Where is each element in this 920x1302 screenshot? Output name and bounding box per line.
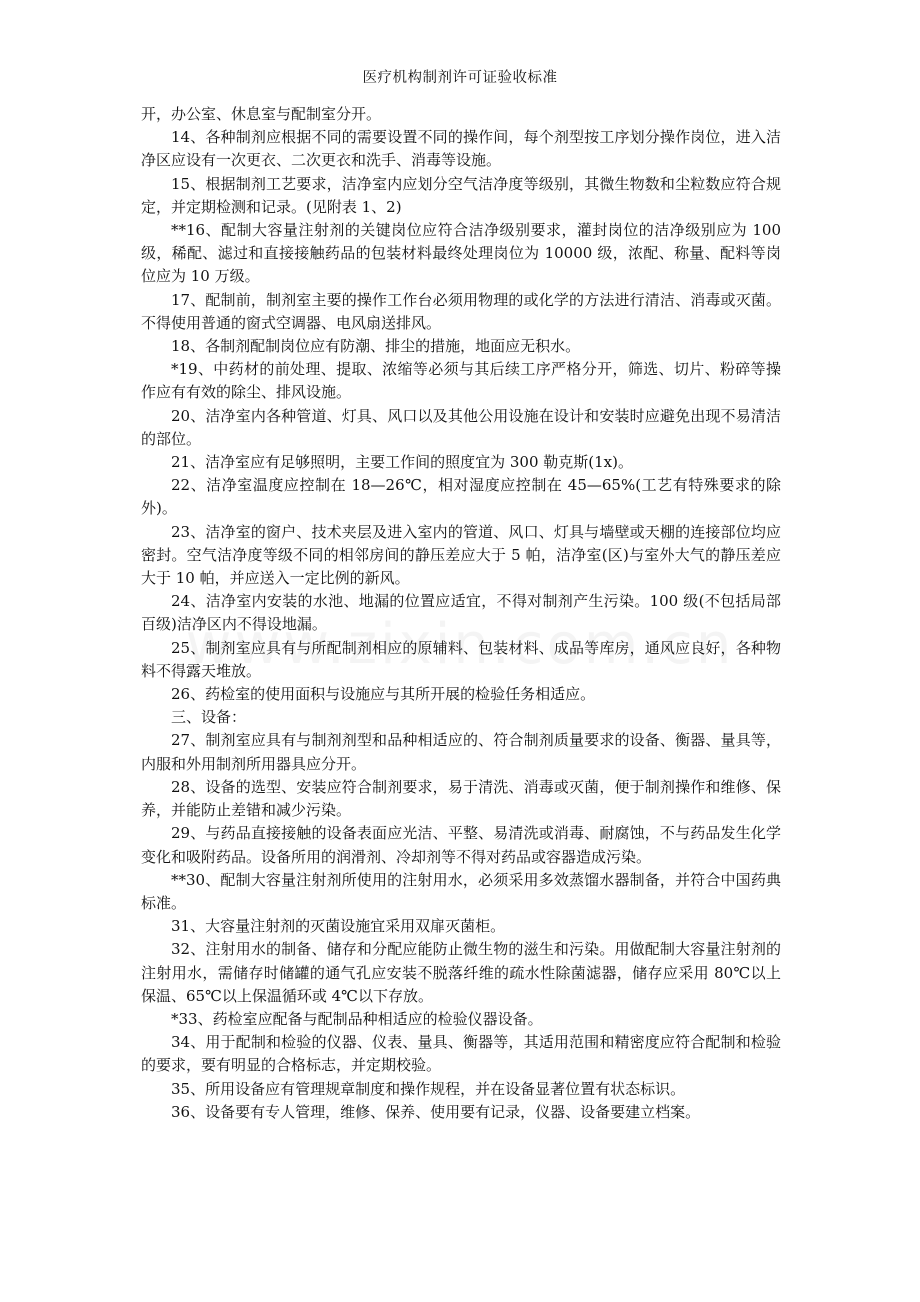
- paragraph-item-16: **16、配制大容量注射剂的关键岗位应符合洁净级别要求，灌封岗位的洁净级别应为 100 级，稀配、滤过和直接接触药品的包装材料最终处理岗位为 10000 级，浓配、称量、配料等岗位应为 10 万级。: [141, 221, 781, 286]
- paragraph-item-18: 18、各制剂配制岗位应有防潮、排尘的措施，地面应无积水。: [171, 337, 581, 356]
- paragraph-item-24: 24、洁净室内安装的水池、地漏的位置应适宜，不得对制剂产生污染。100 级(不包括局部百级)洁净区内不得设地漏。: [141, 592, 781, 634]
- paragraph-item-19: *19、中药材的前处理、提取、浓缩等必须与其后续工序严格分开，筛选、切片、粉碎等操作应有有效的除尘、排风设施。: [141, 360, 781, 402]
- paragraph-item-14: 14、各种制剂应根据不同的需要设置不同的操作间，每个剂型按工序划分操作岗位，进入洁净区应设有一次更衣、二次更衣和洗手、消毒等设施。: [141, 128, 781, 170]
- paragraph-item-29: 29、与药品直接接触的设备表面应光洁、平整、易清洗或消毒、耐腐蚀，不与药品发生化学变化和吸附药品。设备所用的润滑剂、冷却剂等不得对药品或容器造成污染。: [141, 824, 781, 866]
- paragraph-item-30: **30、配制大容量注射剂所使用的注射用水，必须采用多效蒸馏水器制备，并符合中国药典标准。: [141, 870, 781, 912]
- section-heading-equipment: 三、设备：: [171, 708, 247, 727]
- paragraph-item-22: 22、洁净室温度应控制在 18—26℃，相对湿度应控制在 45—65%(工艺有特殊要求的除外)。: [141, 476, 781, 518]
- paragraph-item-27: 27、制剂室应具有与制剂剂型和品种相适应的、符合制剂质量要求的设备、衡器、量具等，内服和外用制剂所用器具应分开。: [141, 731, 781, 773]
- paragraph-item-23: 23、洁净室的窗户、技术夹层及进入室内的管道、风口、灯具与墙壁或天棚的连接部位均应密封。空气洁净度等级不同的相邻房间的静压差应大于 5 帕，洁净室(区)与室外大气的静压差应大于 10 帕，并应送入一定比例的新风。: [141, 522, 781, 588]
- paragraph-continuation: 开，办公室、休息室与配制室分开。: [141, 105, 382, 123]
- paragraph-item-17: 17、配制前，制剂室主要的操作工作台必须用物理的或化学的方法进行清洁、消毒或灭菌。不得使用普通的窗式空调器、电风扇送排风。: [141, 290, 781, 332]
- paragraph-item-28: 28、设备的选型、安装应符合制剂要求，易于清洗、消毒或灭菌，便于制剂操作和维修、保养，并能防止差错和减少污染。: [141, 777, 781, 820]
- paragraph-item-25: 25、制剂室应具有与所配制剂相应的原辅料、包装材料、成品等库房，通风应良好，各种物料不得露天堆放。: [141, 638, 781, 680]
- paragraph-item-20: 20、洁净室内各种管道、灯具、风口以及其他公用设施在设计和安装时应避免出现不易清洁的部位。: [141, 406, 781, 448]
- paragraph-item-36: 36、设备要有专人管理，维修、保养、使用要有记录，仪器、设备要建立档案。: [171, 1102, 701, 1121]
- paragraph-item-32: 32、注射用水的制备、储存和分配应能防止微生物的滋生和污染。用做配制大容量注射剂的注射用水，需储存时储罐的通气孔应安装不脱落纤维的疏水性除菌滤器，储存应采用 80℃以上保温、65℃以上保温循环或 4℃以下存放。: [141, 940, 781, 1005]
- paragraph-item-35: 35、所用设备应有管理规章制度和操作规程，并在设备显著位置有状态标识。: [171, 1079, 686, 1098]
- page-title: 医疗机构制剂许可证验收标准: [362, 70, 558, 86]
- paragraph-item-26: 26、药检室的使用面积与设施应与其所开展的检验任务相适应。: [171, 685, 596, 704]
- paragraph-item-33: *33、药检室应配备与配制品种相适应的检验仪器设备。: [171, 1009, 543, 1028]
- paragraph-item-15: 15、根据制剂工艺要求，洁净室内应划分空气洁净度等级别，其微生物数和尘粒数应符合规定，并定期检测和记录。(见附表 1、2): [141, 174, 781, 216]
- document-body: [141, 103, 781, 1124]
- paragraph-item-21: 21、洁净室应有足够照明，主要工作间的照度宜为 300 勒克斯(1x)。: [171, 453, 633, 472]
- paragraph-item-34: 34、用于配制和检验的仪器、仪表、量具、衡器等，其适用范围和精密度应符合配制和检验的要求，要有明显的合格标志，并定期校验。: [141, 1033, 781, 1075]
- paragraph-item-31: 31、大容量注射剂的灭菌设施宜采用双扉灭菌柜。: [171, 917, 506, 936]
